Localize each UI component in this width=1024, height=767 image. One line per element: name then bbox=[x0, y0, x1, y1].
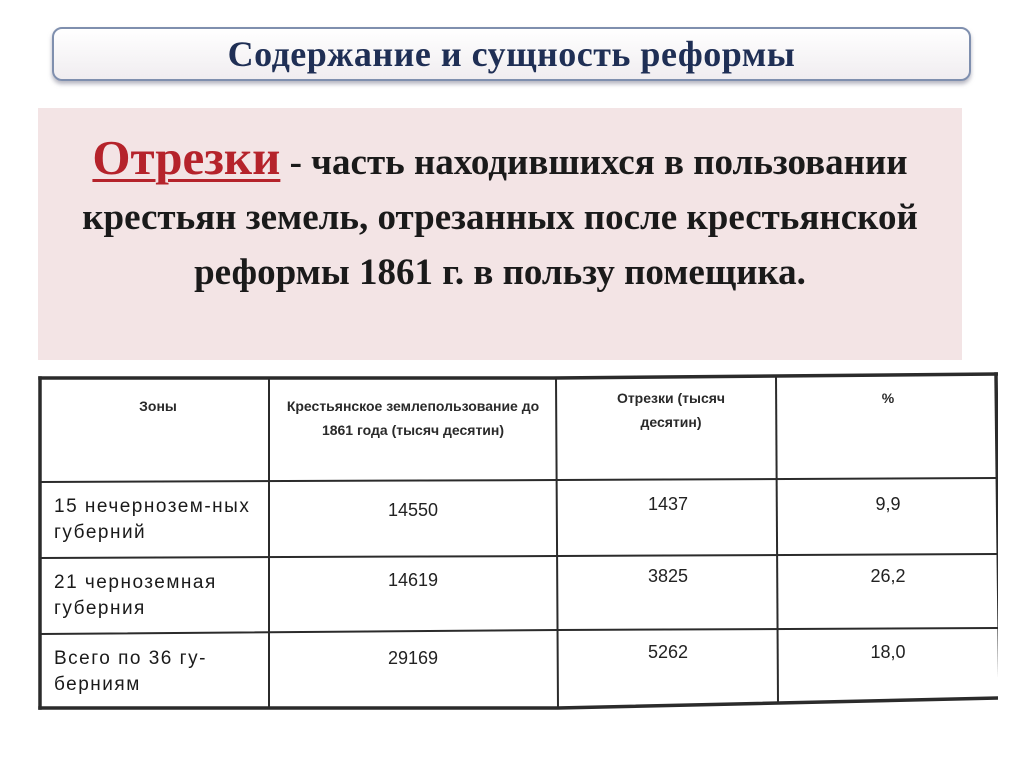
row-2-zone: 21 черноземная губерния bbox=[54, 572, 217, 619]
row-3-cuts: 5262 bbox=[647, 642, 689, 662]
row-3-land: 29169 bbox=[387, 648, 439, 668]
row-1-percent: 9,9 bbox=[875, 494, 901, 514]
header-peasant-land: Крестьянское землепользование до 1861 года (тысяч десятин) bbox=[286, 398, 540, 438]
slide-title-box bbox=[52, 27, 971, 81]
header-cuts: Отрезки (тысяч десятин) bbox=[616, 390, 726, 430]
definition-text: - часть находившихся в пользовании крестьян земель, отрезанных после крестьянской реформы 1861 г. в пользу помещика. bbox=[82, 142, 918, 293]
header-zones: Зоны bbox=[139, 398, 177, 414]
slide-title: Содержание и сущность реформы bbox=[227, 34, 796, 74]
row-2-cuts: 3825 bbox=[647, 566, 689, 586]
data-table bbox=[38, 372, 998, 712]
row-3-zone: Всего по 36 гу-берниям bbox=[54, 648, 207, 695]
row-3-percent: 18,0 bbox=[870, 642, 906, 662]
row-2-percent: 26,2 bbox=[870, 566, 906, 586]
definition-box bbox=[38, 108, 962, 360]
header-percent: % bbox=[881, 390, 895, 406]
definition-term: Отрезки bbox=[92, 130, 281, 185]
row-1-land: 14550 bbox=[387, 500, 439, 520]
row-1-zone: 15 нечернозем-ных губерний bbox=[54, 496, 251, 543]
row-1-cuts: 1437 bbox=[647, 494, 689, 514]
row-2-land: 14619 bbox=[387, 570, 439, 590]
